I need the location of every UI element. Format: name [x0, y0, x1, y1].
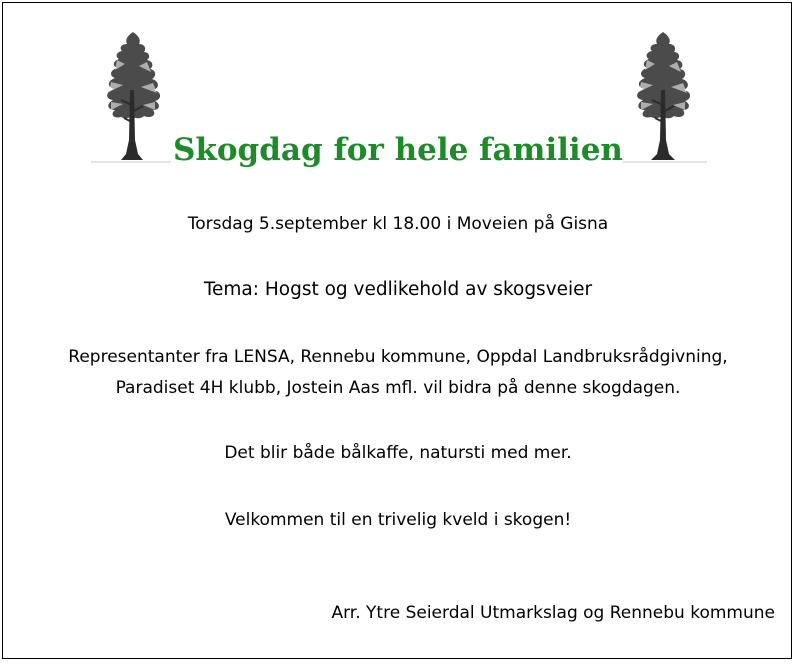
- representatives-line-2: Paradiset 4H klubb, Jostein Aas mfl. vil bidra på denne skogdagen.: [115, 378, 681, 398]
- flyer-frame: [2, 2, 792, 659]
- representatives-line-1: Representanter fra LENSA, Rennebu kommune, Oppdal Landbruksrådgivning,: [68, 347, 728, 367]
- flyer-title: Skogdag for hele familien: [173, 132, 623, 168]
- activities-line: Det blir både bålkaffe, natursti med mer.: [224, 443, 572, 463]
- event-theme-line: Tema: Hogst og vedlikehold av skogsveier: [203, 279, 593, 300]
- welcome-line: Velkommen til en trivelig kveld i skogen!: [224, 510, 572, 530]
- organizer-line: Arr. Ytre Seierdal Utmarkslag og Rennebu kommune: [331, 603, 775, 623]
- event-date-line: Torsdag 5.september kl 18.00 i Moveien på Gisna: [187, 214, 609, 234]
